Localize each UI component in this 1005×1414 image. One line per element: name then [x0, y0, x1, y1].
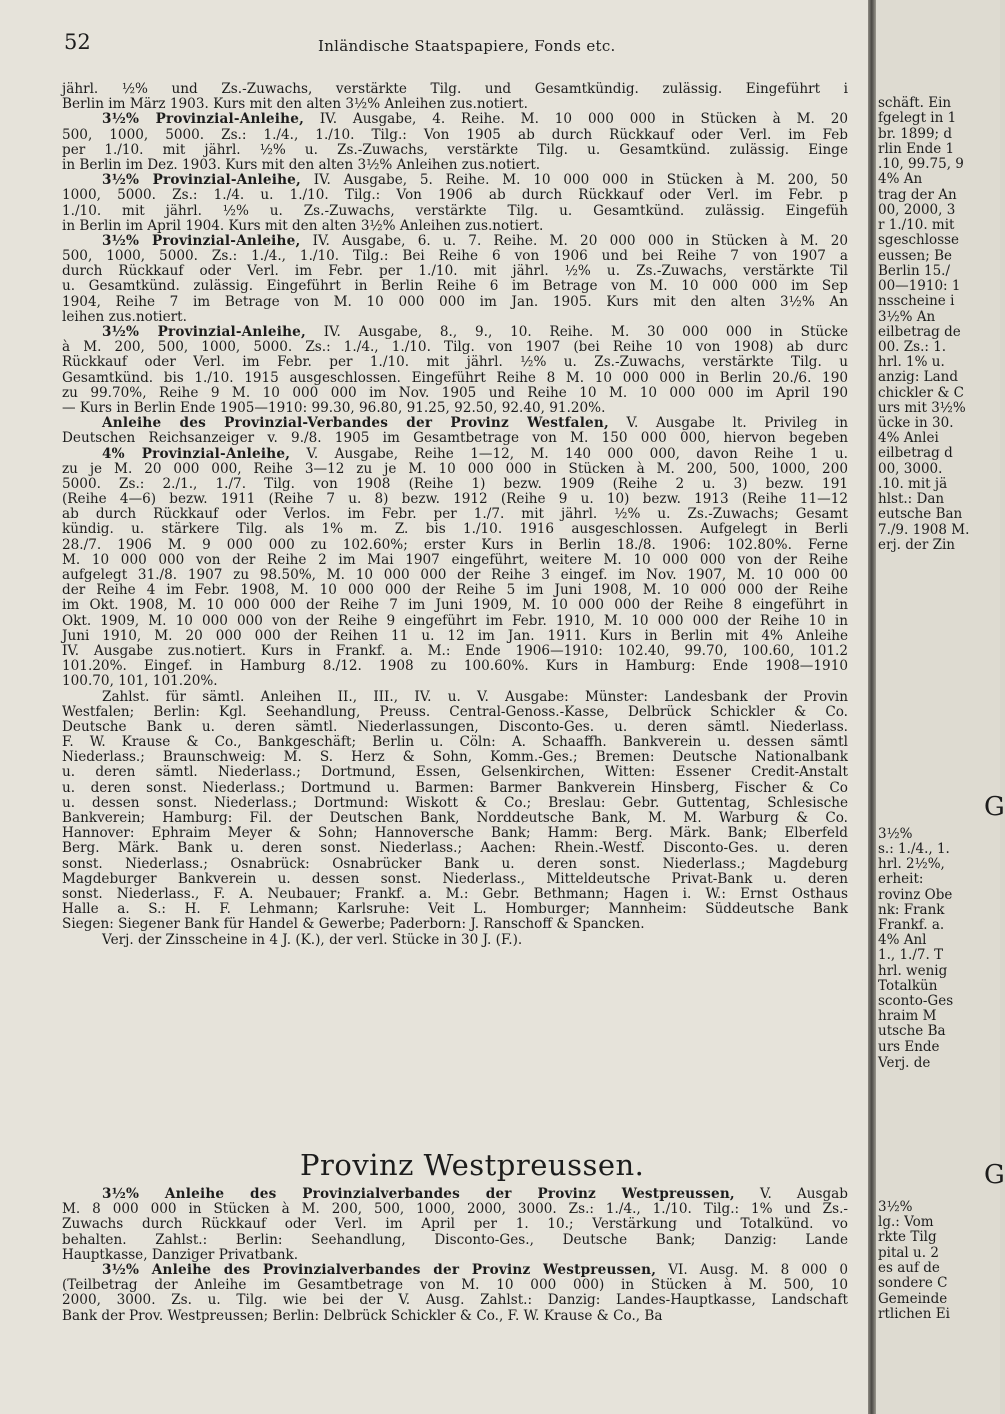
line-text: Juni 1910, M. 20 000 000 der Reihen 11 u. 12 im Jan. 1911. Kurs in Berlin mit 4% Anleihe — [62, 627, 848, 644]
line-text: zu je M. 20 000 000, Reihe 3—12 zu je M. 10 000 000 in Stücken à M. 200, 500, 1000, 200 — [62, 460, 848, 477]
facing-page-line: anzig: Land — [878, 369, 959, 385]
facing-page-line: 4% Anlei — [878, 430, 939, 446]
text-line — [62, 1217, 848, 1232]
facing-page-fragment — [876, 0, 1005, 1414]
line-text: u. Gesamtkünd. zulässig. Eingeführt in Berlin Reihe 6 im Betrage von M. 10 000 000 im Sep — [62, 278, 848, 295]
facing-page-line: utsche Ba — [878, 1023, 946, 1039]
line-text: Hannover: Ephraim Meyer & Sohn; Hannoversche Bank; Hamm: Berg. Märk. Bank; Elberfeld — [62, 825, 848, 842]
line-text: IV. Ausgabe, 5. Reihe. M. 10 000 000 in Stücken à M. 200, 50 — [300, 172, 849, 189]
text-line — [62, 796, 848, 811]
line-text: V. Ausgabe, Reihe 1—12, M. 140 000 000, davon Reihe 1 u. — [290, 445, 848, 462]
text-line — [62, 1187, 848, 1202]
line-text: Halle a. S.: H. F. Lehmann; Karlsruhe: Veit L. Homburger; Mannheim: Süddeutsche Bank — [62, 901, 848, 918]
line-text: behalten. Zahlst.: Berlin: Seehandlung, Disconto-Ges., Deutsche Bank; Danzig: Lande — [62, 1231, 848, 1248]
line-text: (Teilbetrag der Anleihe im Gesamtbetrage von M. 10 000 000) in Stücken à M. 500, 10 — [62, 1277, 848, 1294]
facing-page-line: lg.: Vom — [878, 1214, 934, 1230]
facing-page-line: sgeschlosse — [878, 232, 960, 248]
facing-page-line: ücke in 30. — [878, 415, 954, 431]
line-text: Okt. 1909, M. 10 000 000 von der Reihe 9 eingeführt im Febr. 1910, M. 10 000 000 der Reihe 10 in — [62, 612, 848, 629]
line-text: Verj. der Zinsscheine in 4 J. (K.), der verl. Stücke in 30 J. (F.). — [102, 931, 523, 948]
facing-page-line: rlin Ende 1 — [878, 141, 955, 157]
text-line — [62, 310, 848, 325]
facing-page-line: 3½% — [878, 1199, 913, 1215]
line-text: aufgelegt 31./8. 1907 zu 98.50%, M. 10 000 000 der Reihe 3 eingef. im Nov. 1907, M. 10 000 00 — [62, 567, 848, 583]
entry-heading: 3½% Provinzial-Anleihe, — [102, 324, 306, 340]
text-line — [62, 887, 848, 902]
text-line — [62, 204, 848, 219]
text-line — [62, 416, 848, 431]
text-line — [62, 553, 848, 568]
book-gutter — [868, 0, 876, 1414]
text-line — [62, 750, 848, 765]
facing-page-line: urs mit 3½% — [878, 400, 966, 416]
text-line — [62, 1263, 848, 1278]
entry-heading: 3½% Provinzial-Anleihe, — [102, 111, 305, 128]
entry-heading: 3½% Anleihe des Provinzialverbandes der Provinz Westpreussen, — [102, 1261, 657, 1278]
line-text: ab durch Rückkauf oder Verlos. im Febr. per 1./7. mit jährl. ½% u. Zs.-Zuwachs; Gesamt — [62, 506, 848, 523]
text-line — [62, 765, 848, 780]
facing-page-line: rtlichen Ei — [878, 1306, 950, 1322]
text-line — [62, 371, 848, 386]
text-line — [62, 219, 848, 234]
line-text: (Reihe 4—6) bezw. 1911 (Reihe 7 u. 8) bezw. 1912 (Reihe 9 u. 10) bezw. 1913 (Reihe 11—12 — [62, 491, 848, 508]
line-text: Deutsche Bank u. deren sämtl. Niederlassungen, Disconto-Ges. u. deren sämtl. Niederlass. — [62, 718, 848, 735]
entry-heading: 4% Provinzial-Anleihe, — [102, 445, 291, 462]
text-line — [62, 659, 848, 674]
facing-page-line: erj. der Zin — [878, 537, 955, 553]
line-text: F. W. Krause & Co., Bankgeschäft; Berlin u. Cöln: A. Schaaffh. Bankverein u. dessen sämtl — [62, 734, 848, 751]
text-line — [62, 462, 848, 477]
text-line — [62, 188, 848, 203]
facing-page-line: hrl. 1% u. — [878, 354, 945, 370]
facing-page-line: erheit: — [878, 871, 924, 887]
facing-page-line: br. 1899; d — [878, 126, 953, 142]
line-text: leihen zus.notiert. — [62, 308, 187, 325]
text-line — [62, 477, 848, 492]
text-line — [62, 249, 848, 264]
line-text: zu 99.70%, Reihe 9 M. 10 000 000 im Nov. 1905 und Reihe 10 M. 10 000 000 im April 190 — [62, 384, 848, 401]
facing-page-line: urs Ende — [878, 1039, 940, 1055]
text-line — [62, 568, 848, 583]
line-text: V. Ausgab — [734, 1186, 848, 1202]
entry-heading: Anleihe des Provinzial-Verbandes der Provinz Westfalen, — [102, 415, 609, 432]
line-text: 101.20%. Eingef. in Hamburg 8./12. 1908 zu 100.60%. Kurs in Hamburg: Ende 1908—1910 — [62, 658, 848, 675]
text-line — [62, 97, 848, 112]
text-line — [62, 826, 848, 841]
text-line — [62, 705, 848, 720]
facing-page-line: rkte Tilg — [878, 1229, 937, 1245]
facing-page-line: sondere C — [878, 1275, 948, 1291]
text-line — [62, 173, 848, 188]
line-text: Berlin im März 1903. Kurs mit den alten 3½% Anleihen zus.notiert. — [62, 96, 528, 113]
line-text: Gesamtkünd. bis 1./10. 1915 ausgeschlossen. Eingeführt Reihe 8 M. 10 000 000 in Berlin 20./6. 190 — [62, 369, 848, 386]
text-line — [62, 583, 848, 598]
text-line — [62, 735, 848, 750]
text-line — [62, 386, 848, 401]
facing-page-line: trag der An — [878, 187, 957, 203]
line-text: u. deren sämtl. Niederlass.; Dortmund, Essen, Gelsenkirchen, Witten: Essener Credit-Anstalt — [62, 764, 848, 781]
text-line — [62, 295, 848, 310]
line-text: durch Rückkauf oder Verl. im Febr. per 1./10. mit jährl. ½% u. Zs.-Zuwachs, verstärkte Til — [62, 263, 848, 280]
line-text: u. deren sonst. Niederlass.; Dortmund u. Barmen: Barmer Bankverein Hinsberg, Fischer & Co — [62, 779, 848, 796]
line-text: Siegen: Siegener Bank für Handel & Gewerbe; Paderborn: J. Ranschoff & Spancken. — [62, 916, 645, 933]
facing-page-line: Gemeinde — [878, 1291, 948, 1307]
text-line — [62, 264, 848, 279]
text-line — [62, 447, 848, 462]
line-text: à M. 200, 500, 1000, 5000. Zs.: 1./4., 1./10. Tilg. von 1907 (bei Reihe 10 von 1908) ab durc — [62, 339, 848, 356]
text-line — [62, 340, 848, 355]
text-line — [62, 112, 848, 127]
text-line — [62, 781, 848, 796]
text-line — [62, 902, 848, 917]
line-text: 500, 1000, 5000. Zs.: 1./4., 1./10. Tilg.: Bei Reihe 6 von 1906 und bei Reihe 7 von 1907 a — [62, 248, 848, 265]
line-text: 1904, Reihe 7 im Betrage von M. 10 000 000 im Jan. 1905. Kurs mit den alten 3½% An — [62, 293, 848, 310]
line-text: M. 10 000 000 von der Reihe 2 im Mai 1907 eingeführt, weitere M. 10 000 000 von der Reihe — [62, 551, 848, 568]
line-text: Westfalen; Berlin: Kgl. Seehandlung, Preuss. Central-Genoss.-Kasse, Delbrück Schickler & Co. — [62, 703, 848, 720]
line-text: Bankverein; Hamburg: Fil. der Deutschen Bank, Norddeutsche Bank, M. M. Warburg & Co. — [62, 810, 848, 826]
text-line — [62, 629, 848, 644]
facing-page-heading-letter: G — [984, 792, 1005, 822]
page-number: 52 — [64, 30, 91, 54]
text-line — [62, 143, 848, 158]
facing-page-line: 1., 1./7. T — [878, 947, 944, 963]
facing-page-line: hlst.: Dan — [878, 491, 945, 507]
facing-page-line: sconto-Ges — [878, 993, 954, 1009]
facing-page-line: hrl. wenig — [878, 963, 948, 979]
section-body-text — [62, 1187, 848, 1324]
line-text: IV. Ausgabe zus.notiert. Kurs in Frankf. a. M.: Ende 1906—1910: 102.40, 99.70, 100.60, 101.2 — [62, 642, 848, 659]
facing-page-line: pital u. 2 — [878, 1245, 939, 1261]
line-text: IV. Ausgabe, 8., 9., 10. Reihe. M. 30 000 000 in Stücke — [305, 324, 849, 340]
line-text: Zuwachs durch Rückkauf oder Verl. im April per 1. 10.; Verstärkung und Totalkünd. vo — [62, 1216, 848, 1233]
line-text: der Reihe 4 im Febr. 1908, M. 10 000 000 der Reihe 5 im Juni 1908, M. 10 000 000 der Reihe — [62, 582, 848, 599]
text-line — [62, 522, 848, 537]
text-line — [62, 1278, 848, 1293]
line-text: Niederlass.; Braunschweig: M. S. Herz & Sohn, Komm.-Ges.; Bremen: Deutsche Nationalbank — [62, 749, 848, 766]
line-text: sonst. Niederlass., F. A. Neubauer; Frankf. a. M.: Gebr. Bethmann; Hagen i. W.: Ernst Osthaus — [62, 885, 848, 902]
text-line — [62, 841, 848, 856]
entry-heading: 3½% Provinzial-Anleihe, — [102, 232, 301, 249]
line-text: u. dessen sonst. Niederlass.; Dortmund: Wiskott & Co.; Breslau: Gebr. Guttentag, Schlesische — [62, 794, 848, 811]
line-text: — Kurs in Berlin Ende 1905—1910: 99.30, 96.80, 91.25, 92.50, 92.40, 91.20%. — [62, 399, 606, 416]
facing-page-line: 3½% An — [878, 309, 936, 325]
facing-page-line: fgelegt in 1 — [878, 110, 957, 126]
line-text: IV. Ausgabe, 6. u. 7. Reihe. M. 20 000 000 in Stücken à M. 20 — [300, 232, 849, 249]
text-line — [62, 401, 848, 416]
line-text: IV. Ausgabe, 4. Reihe. M. 10 000 000 in Stücken à M. 20 — [304, 111, 848, 128]
text-line — [62, 917, 848, 932]
line-text: kündig. u. stärkere Tilg. als 1% m. Z. bis 1./10. 1916 ausgeschlossen. Aufgelegt in Berli — [62, 521, 848, 538]
facing-page-line: eilbetrag d — [878, 445, 953, 461]
facing-page-line: eussen; Be — [878, 248, 952, 264]
facing-page-line: chickler & C — [878, 385, 965, 401]
entry-heading: 3½% Anleihe des Provinzialverbandes der Provinz Westpreussen, — [102, 1186, 735, 1202]
facing-page-line: r 1./10. mit — [878, 217, 955, 233]
text-line — [62, 507, 848, 522]
facing-page-line: nsscheine i — [878, 293, 955, 309]
text-line — [62, 857, 848, 872]
facing-page-line: Frankf. a. — [878, 917, 945, 933]
text-line — [62, 1233, 848, 1248]
facing-page-line: 00. Zs.: 1. — [878, 339, 947, 355]
text-line — [62, 720, 848, 735]
running-head: Inländische Staatspapiere, Fonds etc. — [318, 37, 616, 55]
text-line — [62, 279, 848, 294]
body-text — [62, 82, 848, 948]
line-text: Berg. Märk. Bank u. deren sonst. Niederlass.; Aachen: Rhein.-Westf. Disconto-Ges. u. deren — [62, 840, 848, 857]
facing-page-line: .10. mit jä — [878, 476, 948, 492]
facing-page-line: schäft. Ein — [878, 95, 952, 111]
text-line — [62, 1248, 848, 1263]
text-line — [62, 872, 848, 887]
line-text: 1000, 5000. Zs.: 1./4. u. 1./10. Tilg.: Von 1906 ab durch Rückkauf oder Verl. im Febr. p — [62, 187, 848, 204]
line-text: Rückkauf oder Verl. im Febr. per 1./10. mit jährl. ½% u. Zs.-Zuwachs, verstärkte Tilg. u — [62, 354, 848, 371]
facing-page-line: Verj. de — [878, 1055, 931, 1071]
facing-page-line: es auf de — [878, 1260, 940, 1276]
text-line — [62, 598, 848, 613]
line-text: sonst. Niederlass.; Osnabrück: Osnabrücker Bank u. deren sonst. Niederlass.; Magdeburg — [62, 855, 848, 872]
facing-page-line: rovinz Obe — [878, 887, 953, 903]
entry-heading: 3½% Provinzial-Anleihe, — [102, 172, 301, 189]
line-text: 28./7. 1906 M. 9 000 000 zu 102.60%; erster Kurs in Berlin 18./8. 1906: 102.80%. Ferne — [62, 536, 848, 553]
text-line — [62, 538, 848, 553]
line-text: jährl. ½% und Zs.-Zuwachs, verstärkte Tilg. und Gesamtkündig. zulässig. Eingeführt i — [62, 81, 848, 97]
line-text: 500, 1000, 5000. Zs.: 1./4., 1./10. Tilg.: Von 1905 ab durch Rückkauf oder Verl. im Feb — [62, 126, 848, 143]
text-line — [62, 614, 848, 629]
text-line — [62, 1309, 848, 1324]
facing-page-line: 00, 2000, 3 — [878, 202, 956, 218]
text-line — [62, 355, 848, 370]
line-text: 2000, 3000. Zs. u. Tilg. wie bei der V. Ausg. Zahlst.: Danzig: Landes-Hauptkasse, Landschaft — [62, 1292, 848, 1309]
line-text: im Okt. 1908, M. 10 000 000 der Reihe 7 im Juni 1909, M. 10 000 000 der Reihe 8 eingeführt in — [62, 597, 848, 614]
facing-page-line: 4% An — [878, 171, 923, 187]
text-line — [62, 492, 848, 507]
section-title: Provinz Westpreussen. — [300, 1148, 645, 1182]
line-text: Deutschen Reichsanzeiger v. 9./8. 1905 im Gesamtbetrage von M. 150 000 000, hiervon begeben — [62, 430, 848, 447]
line-text: 5000. Zs.: 2./1., 1./7. Tilg. von 1908 (Reihe 1) bezw. 1909 (Reihe 2 u. 3) bezw. 191 — [62, 475, 848, 492]
text-line — [62, 811, 848, 826]
text-line — [62, 234, 848, 249]
text-line — [62, 158, 848, 173]
text-line — [62, 933, 848, 948]
text-line — [62, 128, 848, 143]
line-text: Zahlst. für sämtl. Anleihen II., III., IV. u. V. Ausgabe: Münster: Landesbank der Provin — [102, 688, 848, 705]
line-text: in Berlin im April 1904. Kurs mit den alten 3½% Anleihen zus.notiert. — [62, 217, 544, 234]
facing-page-line: 00, 3000. — [878, 461, 943, 477]
facing-page-line: 3½% — [878, 826, 913, 842]
text-line — [62, 431, 848, 446]
text-line — [62, 1202, 848, 1217]
text-line — [62, 674, 848, 689]
line-text: Magdeburger Bankverein u. dessen sonst. Niederlass., Mitteldeutsche Privat-Bank u. deren — [62, 870, 848, 887]
text-line — [62, 1293, 848, 1308]
facing-page-line: Berlin 15./ — [878, 263, 951, 279]
facing-page-line: hrl. 2½%, — [878, 856, 945, 872]
facing-page-line: Totalkün — [878, 978, 938, 994]
line-text: Hauptkasse, Danziger Privatbank. — [62, 1246, 299, 1263]
text-line — [62, 325, 848, 340]
facing-page-line: 00—1910: 1 — [878, 278, 961, 294]
line-text: per 1./10. mit jährl. ½% u. Zs.-Zuwachs, verstärkte Tilg. u. Gesamtkünd. zulässig. Einge — [62, 141, 848, 158]
line-text: VI. Ausg. M. 8 000 0 — [656, 1261, 848, 1278]
facing-page-line: s.: 1./4., 1. — [878, 841, 950, 857]
line-text: 100.70, 101, 101.20%. — [62, 673, 218, 690]
facing-page-line: .10, 99.75, 9 — [878, 156, 964, 172]
line-text: 1./10. mit jährl. ½% u. Zs.-Zuwachs, verstärkte Tilg. u. Gesamtkünd. zulässig. Eingefüh — [62, 202, 848, 219]
facing-page-heading-letter: G — [984, 1160, 1005, 1190]
facing-page-line: hraim M — [878, 1008, 937, 1024]
text-line — [62, 690, 848, 705]
facing-page-line: eilbetrag de — [878, 324, 961, 340]
facing-page-line: nk: Frank — [878, 902, 945, 918]
line-text: in Berlin im Dez. 1903. Kurs mit den alten 3½% Anleihen zus.notiert. — [62, 156, 541, 173]
facing-page-line: eutsche Ban — [878, 506, 963, 522]
line-text: M. 8 000 000 in Stücken à M. 200, 500, 1000, 2000, 3000. Zs.: 1./4., 1./10. Tilg.: 1% und Zs.- — [62, 1201, 848, 1218]
facing-page-line: 7./9. 1908 M. — [878, 522, 970, 538]
text-line — [62, 82, 848, 97]
facing-page-line: 4% Anl — [878, 932, 927, 948]
line-text: Bank der Prov. Westpreussen; Berlin: Delbrück Schickler & Co., F. W. Krause & Co., Ba — [62, 1307, 663, 1324]
line-text: V. Ausgabe lt. Privileg in — [608, 415, 848, 432]
text-line — [62, 644, 848, 659]
